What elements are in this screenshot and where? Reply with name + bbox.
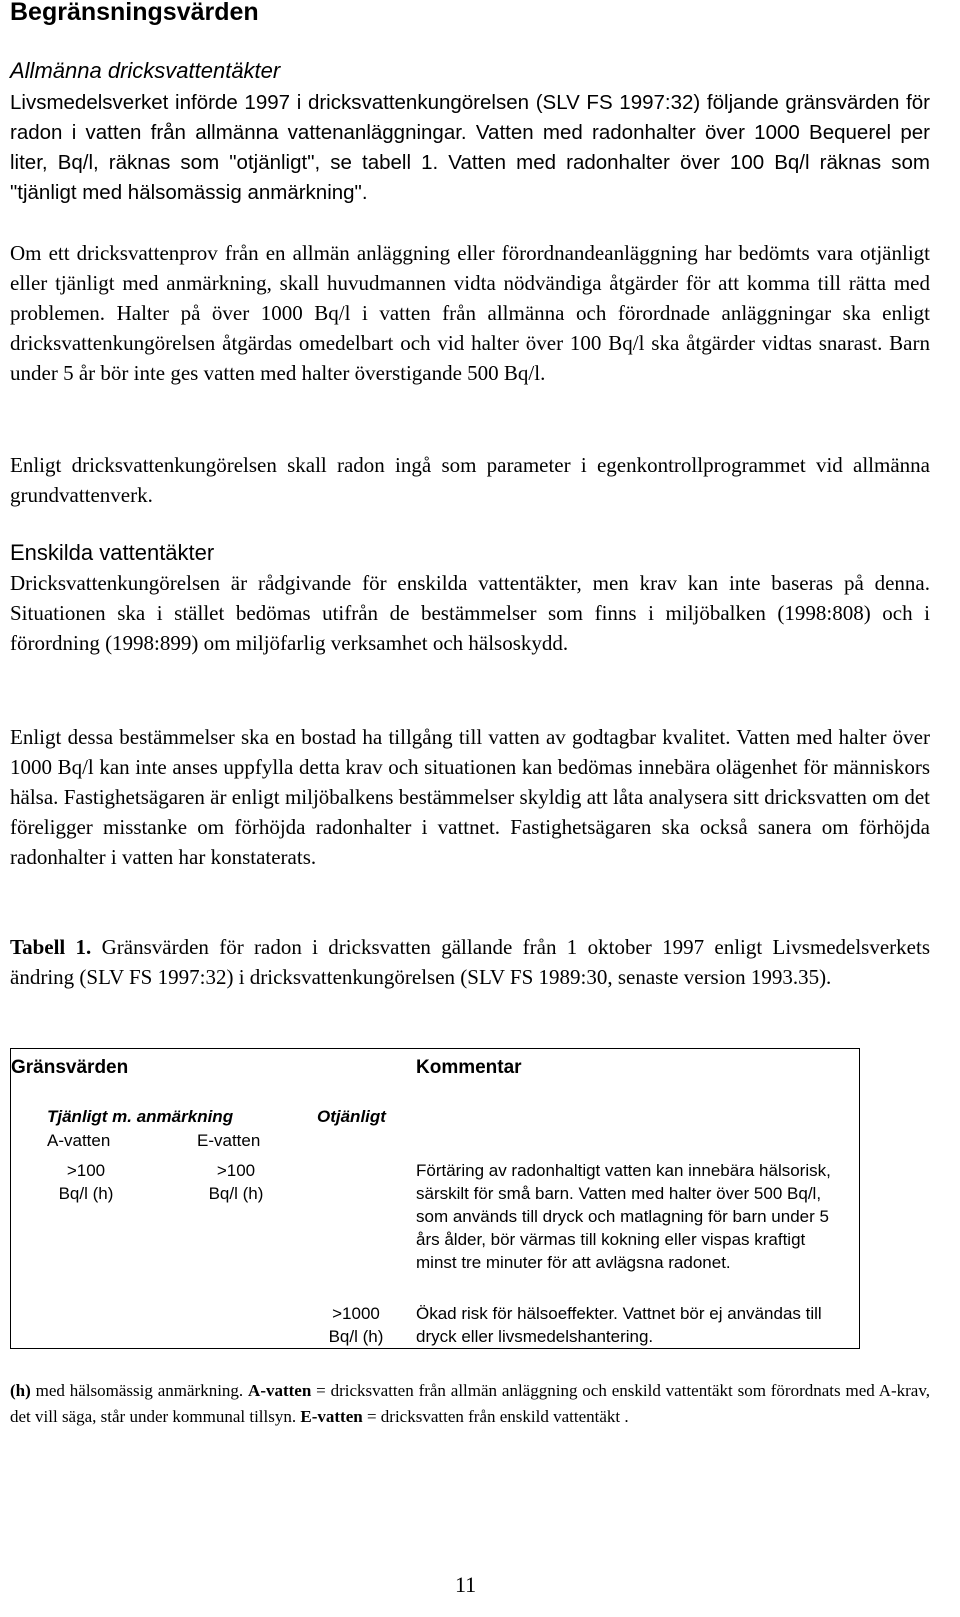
footnote-h-label: (h)	[10, 1381, 31, 1400]
column-e-vatten: E-vatten	[197, 1131, 261, 1150]
column-a-vatten: A-vatten	[47, 1131, 111, 1150]
row1-e-unit: Bq/l (h)	[208, 1184, 264, 1203]
row2-unit: Bq/l (h)	[328, 1327, 384, 1346]
footnote-a-label: A-vatten	[248, 1381, 312, 1400]
section-title-public: Allmänna dricksvattentäkter	[10, 58, 281, 83]
page-number: 11	[455, 1572, 477, 1597]
footnote-a-text: = dricksvatten från allmän anläggning och enskild vattentäkt som förordnats med A-krav, det vill säga, står under kommunal tillsyn.	[10, 1381, 930, 1426]
row1-e-cell	[191, 1159, 281, 1205]
row1-e-value: >100	[216, 1161, 256, 1180]
table-footnote	[10, 1378, 930, 1430]
row1-a-cell	[41, 1159, 131, 1205]
header-limits: Gränsvärden	[11, 1057, 129, 1078]
paragraph-private-advisory: Dricksvattenkungörelsen är rådgivande för enskilda vattentäkter, men krav kan inte baseras på denna. Situationen ska i stället bedömas utifrån de bestämmelser som finns i miljöbalken (1998:808) och i förordning (1998:899) om miljöfarlig verksamhet och hälsoskydd.	[10, 571, 930, 655]
limits-table	[10, 1048, 860, 1349]
header-comment: Kommentar	[416, 1057, 522, 1078]
footnote-e-text: = dricksvatten från enskild vattentäkt .	[362, 1407, 629, 1426]
caption-label: Tabell 1.	[10, 935, 92, 959]
paragraph-measures: Om ett dricksvattenprov från en allmän anläggning eller förordnandeanläggning har bedömts vara otjänligt eller tjänligt med anmärkning, skall huvudmannen vidta nödvändiga åtgärder för att komma till rätta med problemen. Halter på över 1000 Bq/l i vatten från allmänna och förordnade anläggningar ska enligt dricksvattenkungörelsen åtgärdas omedelbart och vid halter över 100 Bq/l ska åtgärder vidtas snarast. Barn under 5 år bör inte ges vatten med halter överstigande 500 Bq/l.	[10, 241, 930, 385]
row1-comment: Förtäring av radonhaltigt vatten kan innebära hälsorisk, särskilt för små barn. Vatten med halter över 500 Bq/l, som används till dryck och matlagning för barn under 5 års ålder, bör värmas till kokning eller vispas kraftigt minst tre minuter för att avlägsna radonet.	[416, 1161, 831, 1272]
footnote-h-text: med hälsomässig anmärkning.	[30, 1381, 249, 1400]
caption-text: Gränsvärden för radon i dricksvatten gällande från 1 oktober 1997 enligt Livsmedelsverkets ändring (SLV FS 1997:32) i dricksvattenkungörelsen (SLV FS 1989:30, senaste version 1993.35).	[10, 935, 930, 989]
row2-comment: Ökad risk för hälsoeffekter. Vattnet bör ej användas till dryck eller livsmedelshantering.	[416, 1304, 822, 1346]
paragraph-private-regulations: Enligt dessa bestämmelser ska en bostad ha tillgång till vatten av godtagbar kvalitet. Vatten med halter över 1000 Bq/l kan inte anses uppfylla detta krav och situationen kan bedömas innebära olägenhet för människors hälsa. Fastighetsägaren är enligt miljöbalkens bestämmelser skyldig att låta analysera sitt dricksvatten om det föreligger misstanke om förhöjda radonhalter i vattnet. Fastighetsägaren ska också sanera om förhöjda radonhalter i vatten har konstaterats.	[10, 725, 930, 869]
row1-a-value: >100	[66, 1161, 106, 1180]
row2-cell	[311, 1302, 401, 1348]
paragraph-public-limits: Livsmedelsverket införde 1997 i dricksvattenkungörelsen (SLV FS 1997:32) följande gränsvärden för radon i vatten från allmänna vattenanläggningar. Vatten med radonhalter över 1000 Bequerel per liter, Bq/l, räknas som "otjänligt", se tabell 1. Vatten med radonhalter över 100 Bq/l räknas som "tjänligt med hälsomässig anmärkning".	[10, 91, 930, 204]
paragraph-self-control: Enligt dricksvattenkungörelsen skall radon ingå som parameter i egenkontrollprogrammet vid allmänna grundvattenverk.	[10, 453, 930, 507]
footnote-e-label: E-vatten	[300, 1407, 363, 1426]
section-title-private: Enskilda vattentäkter	[10, 540, 215, 565]
row1-a-unit: Bq/l (h)	[58, 1184, 114, 1203]
subheader-tjanligt: Tjänligt m. anmärkning	[47, 1107, 234, 1126]
row2-value: >1000	[332, 1304, 380, 1323]
table-caption	[10, 932, 930, 992]
subheader-otjanligt: Otjänligt	[317, 1107, 386, 1126]
page-heading: Begränsningsvärden	[10, 0, 259, 26]
